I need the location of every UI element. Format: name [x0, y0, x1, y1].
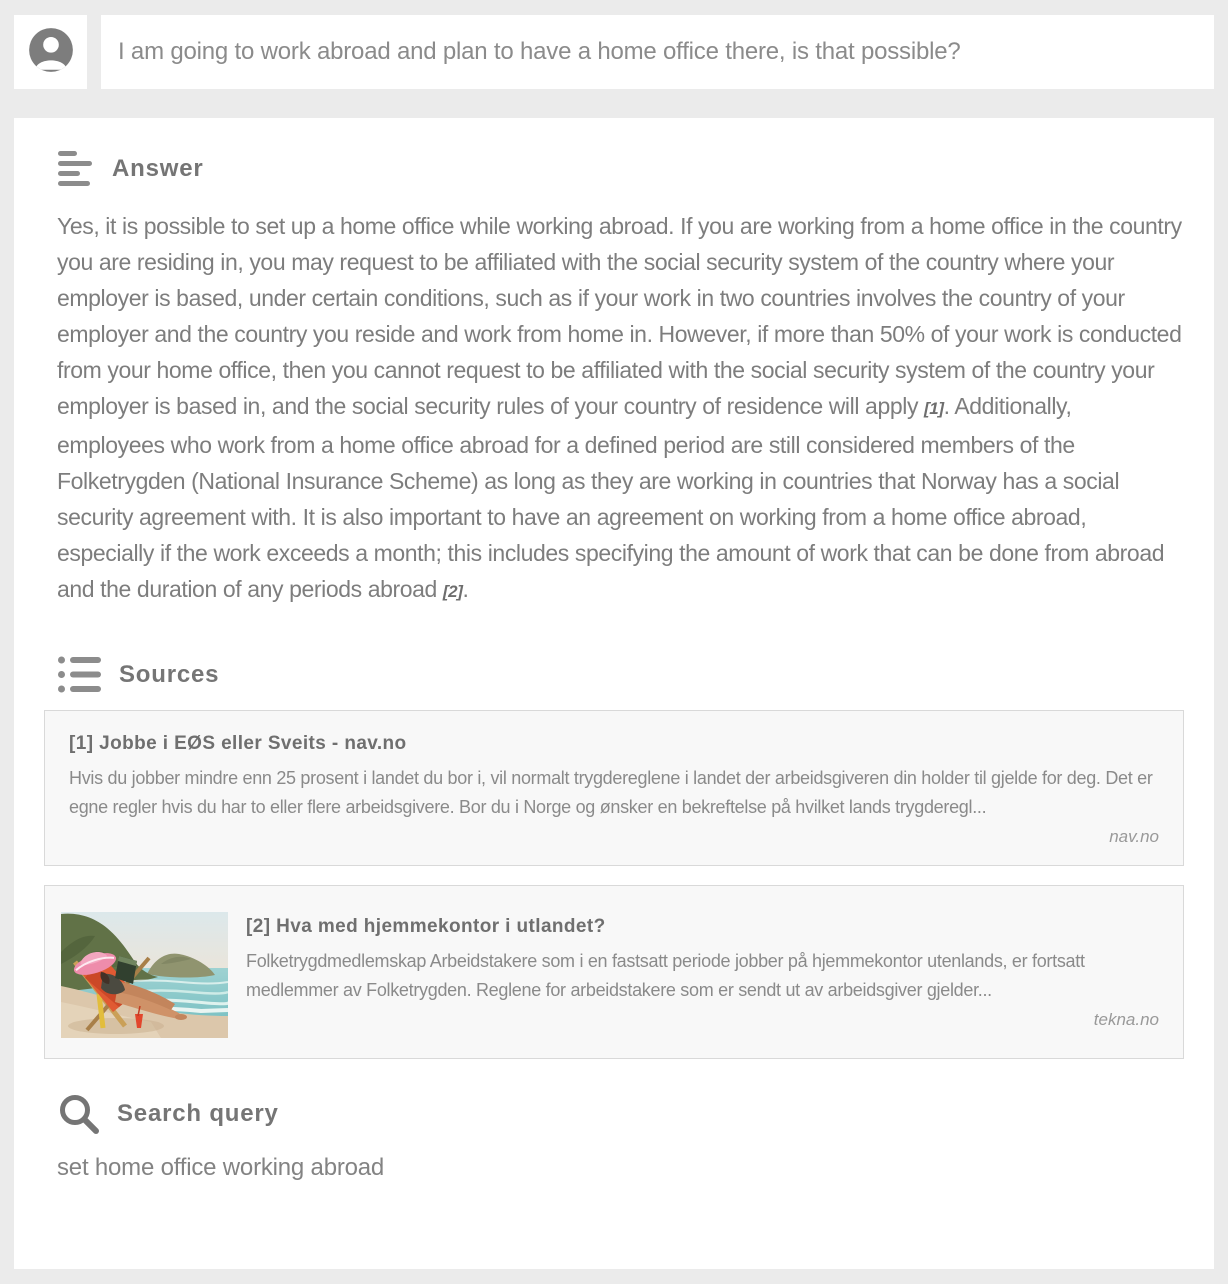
citation-2[interactable]: [2]: [442, 582, 463, 601]
answer-part-1: Yes, it is possible to set up a home office while working abroad. If you are working from a home office in the country you are residing in, you may request to be affiliated with the social security system of the country where your employer is based, under certain conditions, such as if your work in two countries involves the country of your employer and the country you reside and work from home in. However, if more than 50% of your work is conducted from your home office, then you cannot request to be affiliated with the social security system of the country your employer is based in, and the social security rules of your country of residence will apply: [57, 213, 1182, 419]
answer-part-3: .: [462, 576, 469, 602]
sources-section: [44, 656, 1184, 1059]
sources-section-header: [44, 656, 1184, 693]
answer-card: [14, 118, 1214, 1269]
source-1-title: [1] Jobbe i EØS eller Sveits - nav.no: [69, 733, 407, 754]
question-input[interactable]: [101, 15, 1214, 89]
source-1-domain: nav.no: [1109, 827, 1159, 846]
search-query-heading: Search query: [117, 1100, 279, 1127]
source-card-1[interactable]: [44, 710, 1184, 866]
source-2-title: [2] Hva med hjemmekontor i utlandet?: [246, 916, 606, 937]
sources-heading: Sources: [119, 660, 220, 688]
align-left-icon: [58, 151, 95, 187]
source-card-2[interactable]: [44, 885, 1184, 1059]
source-2-domain: tekna.no: [1093, 1010, 1159, 1029]
source-2-snippet: Folketrygdmedlemskap Arbeidstakere som i en fastsatt periode jobber på hjemmekontor utenlands, er fortsatt medlemmer av Folketrygden. Reglene for arbeidstakere som er sendt ut av arbeidsgiver gjelder...: [246, 951, 1085, 1000]
avatar: [14, 15, 87, 89]
source-1-snippet: Hvis du jobber mindre enn 25 prosent i landet du bor i, vil normalt trygdereglene i landet der arbeidsgiveren din holder til gjelde for deg. Det er egne regler hvis du har to eller flere arbeidsgivere. Bor du i Norge og ønsker en bekreftelse på hvilket lands trygderegl...: [69, 768, 1153, 817]
source-2-body: [246, 912, 1159, 1038]
citation-1[interactable]: [1]: [924, 399, 944, 418]
question-bar: [0, 0, 1228, 89]
list-icon: [58, 656, 102, 693]
user-icon: [26, 25, 76, 80]
answer-heading: Answer: [112, 155, 204, 182]
answer-section-header: [44, 151, 1184, 187]
search-query-text: set home office working abroad: [57, 1154, 385, 1181]
search-icon: [58, 1093, 100, 1135]
search-query-header: [44, 1093, 1184, 1135]
answer-text: [44, 208, 1184, 610]
search-query-section: [44, 1093, 1184, 1182]
question-text: I am going to work abroad and plan to have a home office there, is that possible?: [118, 38, 961, 65]
answer-part-2: . Additionally, employees who work from a home office abroad for a defined period are still considered members of the Folketrygden (National Insurance Scheme) as long as they are working in countries that Norway has a social security agreement with. It is also important to have an agreement on working from a home office abroad, especially if the work exceeds a month; this includes specifying the amount of work that can be done from abroad and the duration of any periods abroad: [57, 393, 1165, 602]
source-2-thumbnail-beach-photo: [61, 912, 228, 1038]
